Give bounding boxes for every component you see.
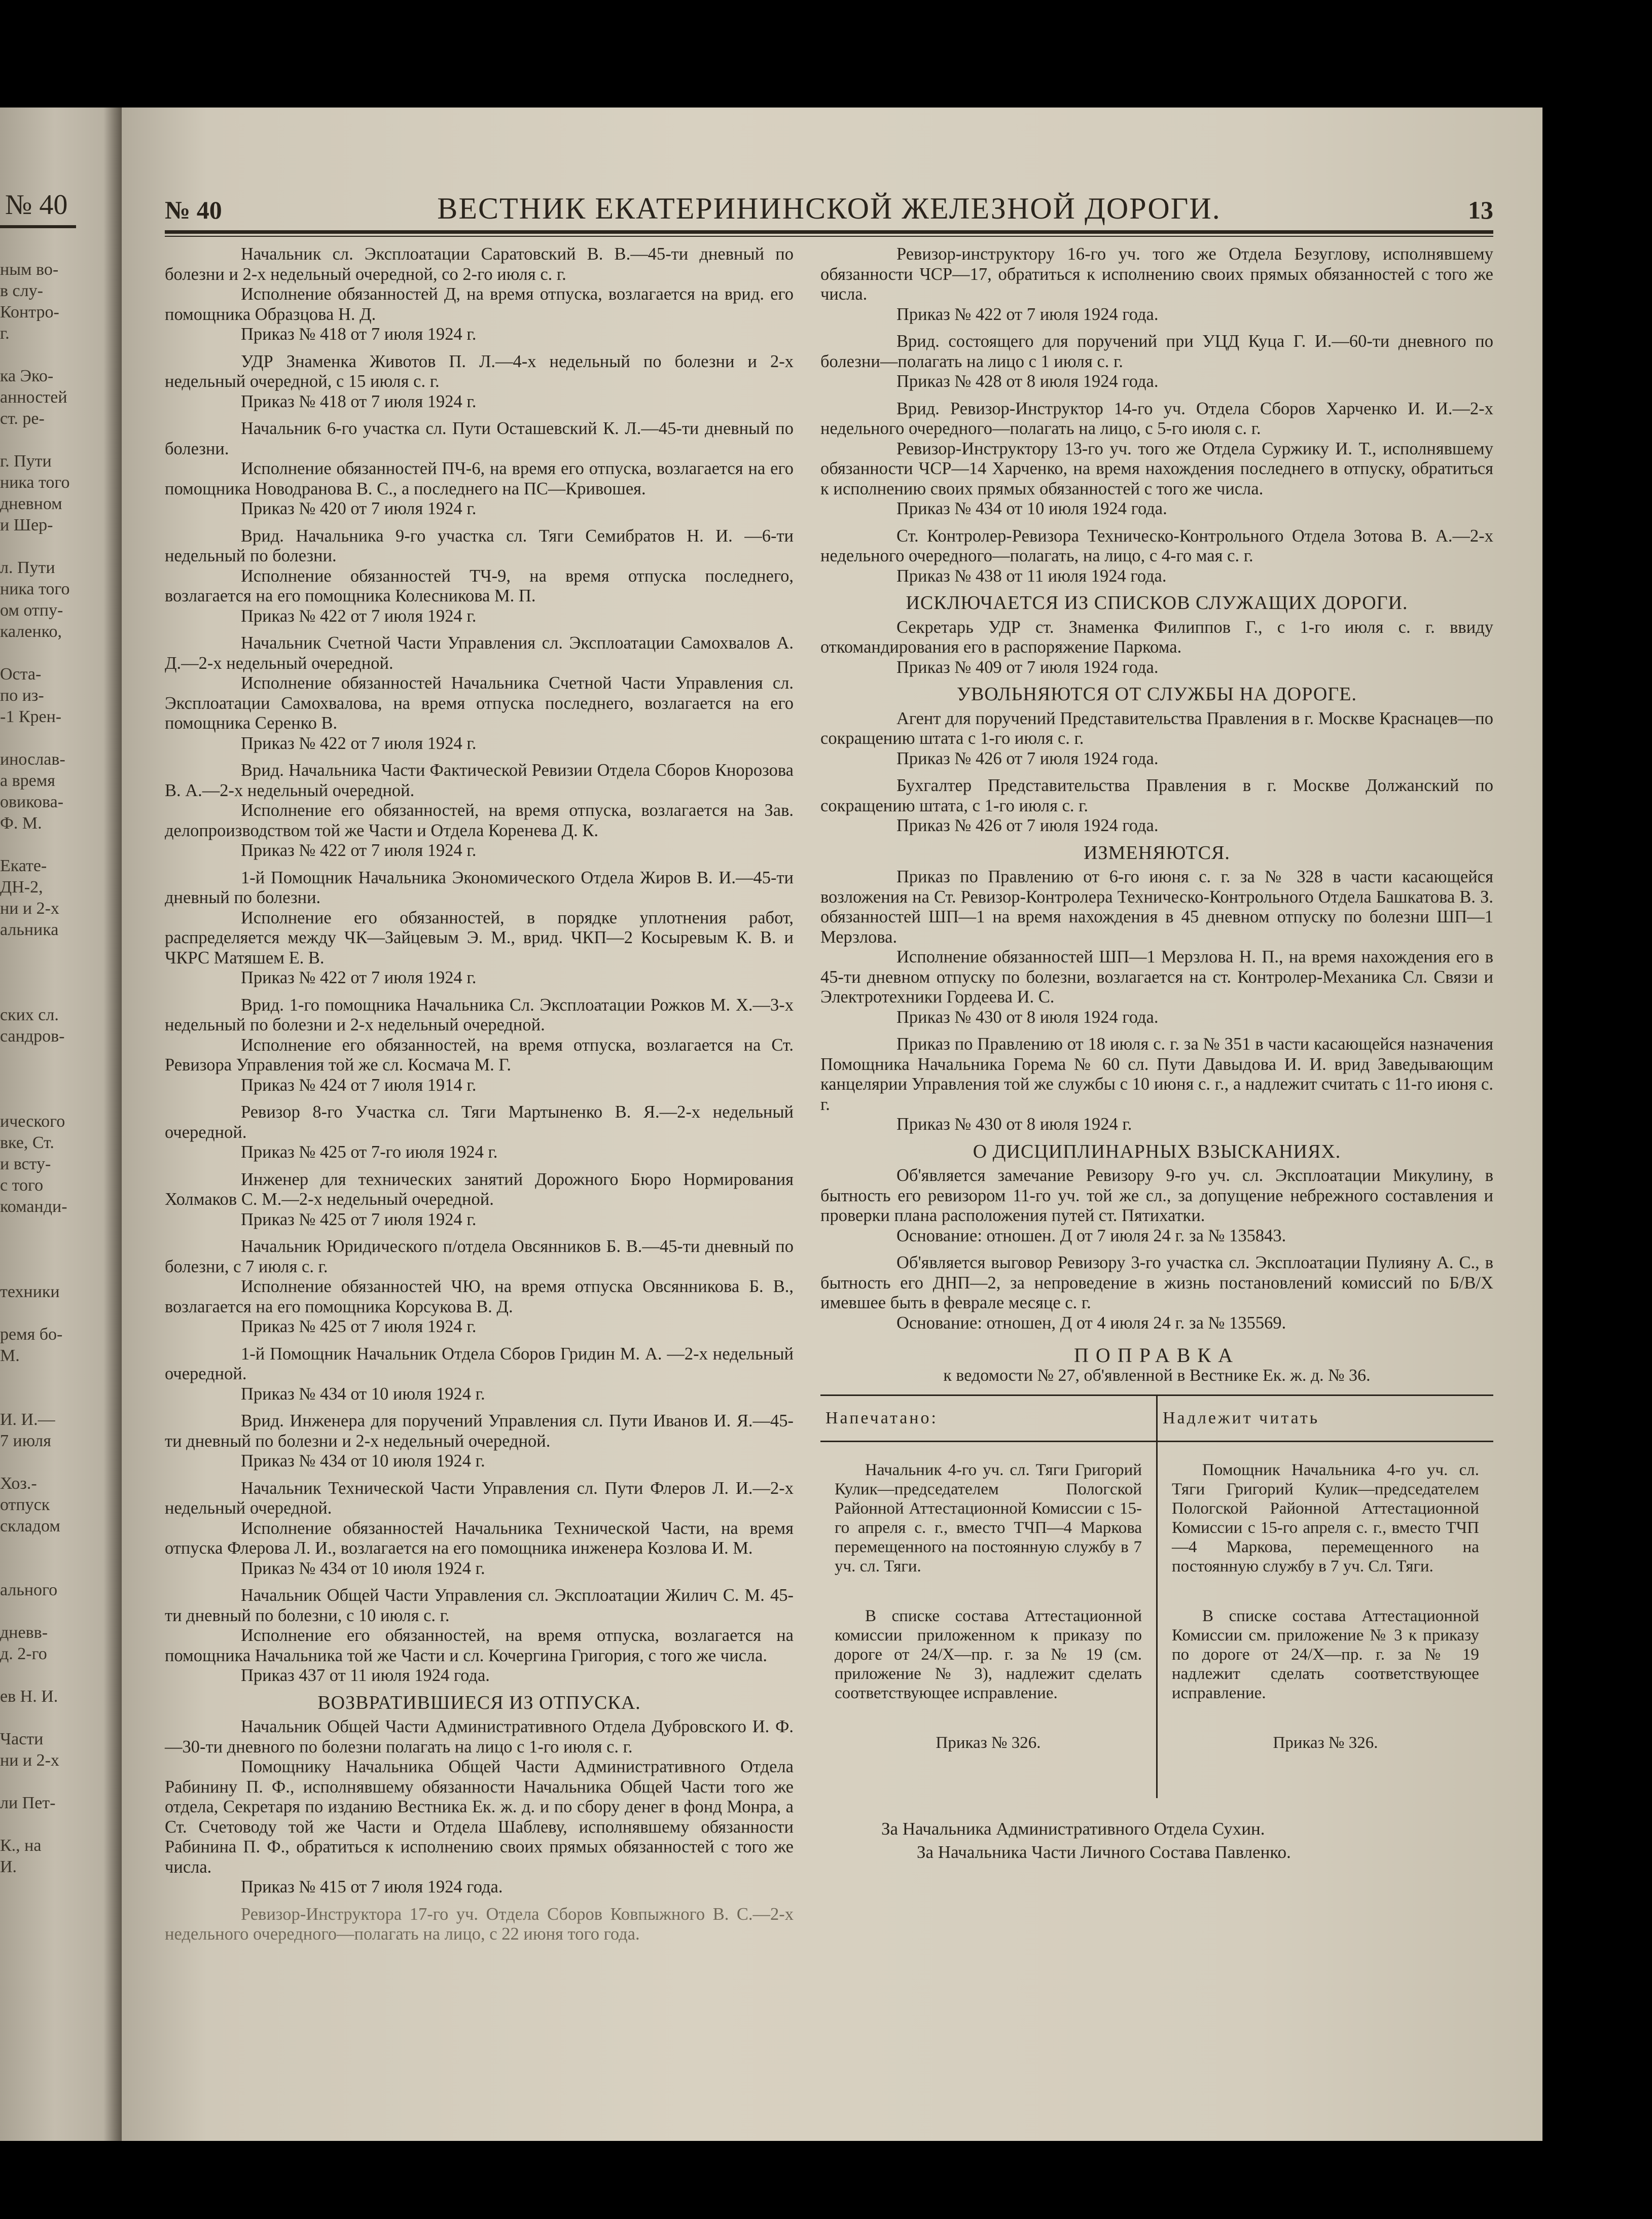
paragraph: Ст. Контролер-Ревизора Техническо-Контрольного Отдела Зотова В. А.—2-х недельного очередного—полагать, на лицо, с 4-го мая с. г. — [820, 526, 1493, 565]
paragraph: Об'является замечание Ревизору 9-го уч. сл. Эксплоатации Микулину, в бытность его ревизором 11-го уч. той же сл., за допущение небрежного составления и проверки плана расположения путей ст. Пятихатки. — [820, 1166, 1493, 1225]
adjacent-page-fragment: ка Эко- — [0, 367, 54, 385]
section-heading: ВОЗВРАТИВШИЕСЯ ИЗ ОТПУСКА. — [317, 1692, 641, 1713]
paragraph: Об'является выговор Ревизору 3-го участка сл. Эксплоатации Пулияну А. С., в бытность его ДНП—2, за непроведение в жизнь постановлений комиссий по Б/В/Х имевшее быть в феврале месяце с. г. — [820, 1253, 1493, 1312]
paragraph: Врид. Начальника 9-го участка сл. Тяги Семибратов Н. И. —6-ти недельный по болезни. — [165, 526, 794, 565]
cell-order: Приказ № 326. — [1273, 1733, 1378, 1752]
paragraph: Исполнение обязанностей ЧЮ, на время отпуска Овсянникова Б. В., возлагается на его помощника Корсукова В. Д. — [165, 1277, 794, 1316]
should-read-cell — [1157, 1441, 1494, 1798]
order-reference: Приказ № 438 от 11 июля 1924 года. — [896, 566, 1167, 586]
paragraph: Исполнение его обязанностей, в порядке уплотнения работ, распределяется между ЧК—Зайцевым Э. М., врид. ЧКП—2 Косыревым К. В. и ЧКРС Матяшем Е. В. — [165, 908, 794, 968]
order-reference: Приказ № 409 от 7 июля 1924 года. — [896, 657, 1159, 677]
paragraph: Приказ по Правлению от 18 июля с. г. за № 351 в части касающейся назначения Помощника Начальника Горема № 60 сл. Пути Давыдова И. И. врид Заведывающим канцелярии Управления той же службы с 10 июня с. г., а надлежит считать с 11-го июня с. г. — [820, 1034, 1493, 1114]
table-header-row — [820, 1395, 1493, 1442]
paragraph: 1-й Помощник Начальника Экономического Отдела Жиров В. И.—45-ти дневный по болезни. — [165, 868, 794, 907]
cell-paragraph: Помощник Начальника 4-го уч. сл. Тяги Григорий Кулик—председателем Пологской Районной Аттестационной Комиссии с 15-го апреля с. г., вместо ТЧП—4 Маркова, перемещенного на постоянную службу в 7 уч. Сл. Тяги. — [1172, 1460, 1479, 1576]
adjacent-page-fragment: ника того — [0, 580, 70, 598]
paragraph: УДР Знаменка Животов П. Л.—4-х недельный по болезни и 2-х недельный очередной, с 15 июля с. г. — [165, 351, 794, 391]
order-reference: Приказ № 434 от 10 июля 1924 г. — [241, 1558, 485, 1578]
scan-border — [0, 2141, 1652, 2219]
paragraph: Исполнение обязанностей ТЧ-9, на время отпуска последнего, возлагается на его помощника Колесникова М. П. — [165, 566, 794, 605]
order-reference: Приказ № 418 от 7 июля 1924 г. — [241, 391, 477, 411]
adjacent-page-fragment: команди- — [0, 1197, 67, 1216]
adjacent-page-fragment: а время — [0, 771, 55, 790]
paragraph: Исполнение обязанностей ПЧ-6, на время его отпуска, возлагается на его помощника Новодранова В. С., а последнего на ПС—Кривошея. — [165, 459, 794, 498]
paragraph: Начальник сл. Эксплоатации Саратовский В. В.—45-ти дневный по болезни и 2-х недельный очередной, со 2-го июля с. г. — [165, 244, 794, 284]
order-reference: Приказ № 434 от 10 июля 1924 года. — [896, 499, 1167, 518]
order-reference: Приказ № 426 от 7 июля 1924 года. — [896, 748, 1159, 768]
order-reference: Приказ № 430 от 8 июля 1924 года. — [896, 1007, 1159, 1027]
adjacent-page-fragment: и Шер- — [0, 516, 53, 534]
order-reference: Приказ № 434 от 10 июля 1924 г. — [241, 1451, 485, 1471]
adjacent-page-fragment: ев Н. И. — [0, 1687, 58, 1706]
cell-order: Приказ № 326. — [936, 1733, 1041, 1752]
section-heading: УВОЛЬНЯЮТСЯ ОТ СЛУЖБЫ НА ДОРОГЕ. — [957, 684, 1357, 705]
paragraph: Врид. состоящего для поручений при УЦД Куца Г. И.—60-ти дневного по болезни—полагать на лицо с 1 июля с. г. — [820, 332, 1493, 371]
header-rule-thin — [165, 236, 1493, 237]
newspaper-page — [122, 108, 1542, 2141]
section-heading: ИЗМЕНЯЮТСЯ. — [1084, 842, 1230, 864]
paragraph: Начальник Технической Части Управления сл. Пути Флеров Л. И.—2-х недельный очередной. — [165, 1478, 794, 1518]
adjacent-page-fragment: ального — [0, 1581, 58, 1599]
adjacent-page-fragment: Части — [0, 1730, 44, 1748]
cell-paragraph: Начальник 4-го уч. сл. Тяги Григорий Кулик—председателем Пологской Районной Аттестационной Комиссии с 15-го апреля с. г., вместо ТЧП—4 Маркова перемещенного на постоянную службу в 7 уч. сл. Тяги. — [835, 1460, 1142, 1576]
order-reference: Основание: отношен. Д от 7 июля 24 г. за № 135843. — [896, 1226, 1286, 1245]
paragraph: Исполнение обязанностей ШП—1 Мерзлова Н. П., на время нахождения его в 45-ти дневном отпуску по болезни, возлагается на ст. Контролер-Механика Сл. Связи и Электротехники Гордеева И. С. — [820, 947, 1493, 1007]
order-reference: Приказ № 415 от 7 июля 1924 года. — [241, 1877, 503, 1896]
paragraph: Врид. Ревизор-Инструктор 14-го уч. Отдела Сборов Харченко И. И.—2-х недельного очередного—полагать на лицо, с 5-го июля с. г. — [820, 399, 1493, 438]
paragraph: Начальник Общей Части Административного Отдела Дубровского И. Ф.—30-ти дневного по болезни полагать на лицо с 1-го июля с. г. — [165, 1717, 794, 1757]
paragraph: Врид. Инженера для поручений Управления сл. Пути Иванов И. Я.—45-ти дневный по болезни и 2-х недельный очередной. — [165, 1411, 794, 1451]
adjacent-page-fragment: ического — [0, 1112, 65, 1131]
adjacent-page-fragment: ника того — [0, 473, 70, 492]
paragraph: Ревизор-Инструктора 17-го уч. Отдела Сборов Ковпыжного В. С.—2-х недельного очередного—полагать на лицо, с 22 июня того года. — [165, 1904, 794, 1944]
adjacent-page-fragment: ни и 2-х — [0, 1751, 59, 1770]
cell-paragraph: В списке состава Аттестационной комиссии приложенном к приказу по дороге от 24/X—пр. г. за № 19 (см. приложение № 3), надлежит сделать соответствующее исправление. — [835, 1606, 1142, 1702]
adjacent-page-fragment: И. И.— — [0, 1410, 55, 1429]
order-reference: Приказ № 425 от 7 июля 1924 г. — [241, 1209, 477, 1229]
left-column — [165, 244, 794, 1945]
paragraph: Агент для поручений Представительства Правления в г. Москве Краснацев—по сокращению штата с 1-го июля с. г. — [820, 708, 1493, 748]
paragraph: Начальник Счетной Части Управления сл. Эксплоатации Самохвалов А. Д.—2-х недельный очередной. — [165, 633, 794, 673]
issue-number: № 40 — [165, 196, 222, 224]
paragraph: Помощнику Начальника Общей Части Административного Отдела Рабинину П. Ф., исполнявшему обязанности Начальника Общей Части того же отдела, Секретаря по изданию Вестника Ек. ж. д. и по сбору денег в фонд Монра, а Ст. Счетоводу той же Части и Отдела Шаблеву, исполнявшему обязанности Рабинина П. Ф., обратиться к исполнению своих прямых обязанностей с того же числа. — [165, 1757, 794, 1877]
section-heading: ИСКЛЮЧАЕТСЯ ИЗ СПИСКОВ СЛУЖАЩИХ ДОРОГИ. — [906, 592, 1408, 614]
publication-title: ВЕСТНИК ЕКАТЕРИНИНСКОЙ ЖЕЛЕЗНОЙ ДОРОГИ. — [437, 192, 1221, 225]
paragraph: 1-й Помощник Начальник Отдела Сборов Гридин М. А. —2-х недельный очередной. — [165, 1344, 794, 1383]
adjacent-page-fragment: инослав- — [0, 750, 65, 769]
column-header-should-read: Надлежит читать — [1157, 1395, 1494, 1442]
paragraph: Исполнение обязанностей Начальника Технической Части, на время отпуска Флерова Л. И., возлагается на его помощника инженера Козлова И. М. — [165, 1518, 794, 1558]
adjacent-page-fragment: И. — [0, 1857, 17, 1876]
paragraph: Ревизор-инструктору 16-го уч. того же Отдела Безуглову, исполнявшему обязанности ЧСР—17, обратиться к исполнению своих прямых обязанностей с того же числа. — [820, 244, 1493, 304]
correction-table — [820, 1394, 1493, 1798]
signatures — [820, 1817, 1493, 1864]
adjacent-page-fragment: анностей — [0, 388, 67, 407]
adjacent-page-fragment: ских сл. — [0, 1006, 59, 1024]
adjacent-page-fragment: ремя бо- — [0, 1325, 63, 1344]
adjacent-page-fragment: М. — [0, 1346, 20, 1365]
adjacent-page-rule — [0, 225, 76, 228]
adjacent-page-fragment: ни и 2-х — [0, 899, 59, 918]
paragraph: Врид. Начальника Части Фактической Ревизии Отдела Сборов Кнорозова В. А.—2-х недельный очередной. — [165, 761, 794, 800]
page-header — [165, 191, 1493, 232]
adjacent-page-edge — [0, 108, 122, 2141]
order-reference: Приказ № 426 от 7 июля 1924 года. — [896, 816, 1159, 835]
adjacent-page-fragment: с того — [0, 1176, 44, 1195]
adjacent-page-fragment: Ф. М. — [0, 814, 42, 833]
paragraph: Инженер для технических занятий Дорожного Бюро Нормирования Холмаков С. М.—2-х недельный очередной. — [165, 1169, 794, 1209]
order-reference: Приказ № 424 от 7 июля 1914 г. — [241, 1075, 477, 1095]
adjacent-page-fragment: ДН-2, — [0, 878, 43, 897]
adjacent-page-fragment: Контро- — [0, 303, 59, 321]
paragraph: Приказ по Правлению от 6-го июня с. г. за № 328 в части касающейся возложения на Ст. Ревизор-Контролера Техническо-Контрольного Отдела Башкатова В. З. обязанностей ШП—1 на время нахождения в 45 дневном отпуску по болезни ШП—1 Мерзлова. — [820, 867, 1493, 947]
adjacent-page-fragment: Хоз.- — [0, 1474, 37, 1493]
order-reference: Приказ № 422 от 7 июля 1924 г. — [241, 968, 477, 987]
paragraph: Ревизор 8-го Участка сл. Тяги Мартыненко В. Я.—2-х недельный очередной. — [165, 1102, 794, 1142]
adjacent-page-fragment: ли Пет- — [0, 1794, 56, 1812]
header-rule — [165, 230, 1493, 234]
paragraph: Исполнение обязанностей Д, на время отпуска, возлагается на врид. его помощника Образцова Н. Д. — [165, 284, 794, 324]
adjacent-page-number: № 40 — [5, 189, 68, 221]
order-reference: Приказ № 430 от 8 июля 1924 г. — [896, 1115, 1132, 1134]
order-reference: Приказ 437 от 11 июля 1924 года. — [241, 1666, 490, 1685]
paragraph: Бухгалтер Представительства Правления в г. Москве Должанский по сокращению штата, с 1-го июля с. г. — [820, 776, 1493, 815]
correction-title: ПОПРАВКА — [1074, 1344, 1240, 1367]
adjacent-page-fragment: д. 2-го — [0, 1644, 47, 1663]
order-reference: Приказ № 434 от 10 июля 1924 г. — [241, 1384, 485, 1404]
adjacent-page-fragment: ным во- — [0, 260, 59, 279]
adjacent-page-fragment: отпуск — [0, 1495, 50, 1514]
adjacent-page-fragment: Оста- — [0, 665, 42, 684]
adjacent-page-fragment: дневном — [0, 494, 62, 513]
printed-cell — [820, 1441, 1157, 1798]
paragraph: Исполнение его обязанностей, на время отпуска, возлагается на Зав. делопроизводством той же Части и Отдела Коренева Д. К. — [165, 801, 794, 840]
order-reference: Приказ № 425 от 7 июля 1924 г. — [241, 1317, 477, 1336]
table-row — [820, 1441, 1493, 1798]
right-column — [820, 244, 1493, 1864]
adjacent-page-fragment: К., на — [0, 1836, 42, 1855]
correction-subtitle: к ведомости № 27, об'явленной в Вестнике Ек. ж. д. № 36. — [943, 1366, 1371, 1385]
order-reference: Приказ № 428 от 8 июля 1924 года. — [896, 372, 1159, 391]
adjacent-page-fragment: г. Пути — [0, 452, 52, 471]
adjacent-page-fragment: в слу- — [0, 281, 43, 300]
adjacent-page-fragment: сандров- — [0, 1027, 65, 1046]
paragraph: Начальник Юридического п/отдела Овсянников Б. В.—45-ти дневный по болезни, с 7 июля с. г. — [165, 1237, 794, 1276]
adjacent-page-fragment: -1 Крен- — [0, 707, 62, 726]
signature-line: За Начальника Административного Отдела Сухин. — [881, 1818, 1265, 1839]
signature-line: За Начальника Части Личного Состава Павленко. — [917, 1842, 1291, 1862]
order-reference: Приказ № 422 от 7 июля 1924 года. — [896, 304, 1159, 324]
order-reference: Приказ № 422 от 7 июля 1924 г. — [241, 606, 477, 626]
adjacent-page-fragment: л. Пути — [0, 558, 55, 577]
paragraph: Исполнение его обязанностей, на время отпуска, возлагается на помощника Начальника той же Части и сл. Кочергина Григория, с того же числа. — [165, 1626, 794, 1665]
order-reference: Приказ № 418 от 7 июля 1924 г. — [241, 325, 477, 344]
paragraph: Ревизор-Инструктору 13-го уч. того же Отдела Суржику И. Т., исполнявшему обязанности ЧСР—14 Харченко, на время нахождения последнего в отпуску, обратиться к исполнению своих прямых обязанностей с того же числа. — [820, 439, 1493, 498]
order-reference: Приказ № 422 от 7 июля 1924 г. — [241, 841, 477, 860]
paragraph: Исполнение обязанностей Начальника Счетной Части Управления сл. Эксплоатации Самохвалова, на время отпуска последнего, возлагается на его помощника Серенко В. — [165, 673, 794, 733]
paragraph: Врид. 1-го помощника Начальника Сл. Эксплоатации Рожков М. Х.—3-х недельный по болезни и 2-х недельный очередной. — [165, 995, 794, 1034]
page-number: 13 — [1468, 196, 1493, 224]
adjacent-page-fragment: и всту- — [0, 1155, 51, 1173]
adjacent-page-fragment: г. — [0, 324, 10, 343]
adjacent-page-fragment: складом — [0, 1517, 60, 1535]
order-reference: Приказ № 425 от 7-го июля 1924 г. — [241, 1142, 498, 1162]
order-reference: Приказ № 422 от 7 июля 1924 г. — [241, 733, 477, 753]
cell-paragraph: В списке состава Аттестационной Комиссии см. приложение № 3 к приказу по дороге от 24/X—пр. г. за № 19 надлежит сделать соответствующее исправление. — [1172, 1606, 1479, 1702]
paragraph: Секретарь УДР ст. Знаменка Филиппов Г., с 1-го июля с. г. ввиду откомандирования его в распоряжение Паркома. — [820, 617, 1493, 657]
adjacent-page-fragment: дневв- — [0, 1623, 48, 1642]
adjacent-page-fragment: овикова- — [0, 793, 64, 811]
section-heading: О ДИСЦИПЛИНАРНЫХ ВЗЫСКАНИЯХ. — [973, 1140, 1341, 1162]
adjacent-page-fragment: ом отпу- — [0, 601, 63, 620]
order-reference: Приказ № 420 от 7 июля 1924 г. — [241, 499, 477, 518]
adjacent-page-fragment: каленко, — [0, 622, 62, 641]
paragraph: Начальник Общей Части Управления сл. Эксплоатации Жилич С. М. 45-ти дневный по болезни, с 10 июля с. г. — [165, 1586, 794, 1625]
paragraph: Начальник 6-го участка сл. Пути Осташевский К. Л.—45-ти дневный по болезни. — [165, 419, 794, 458]
column-header-printed: Напечатано: — [820, 1395, 1157, 1442]
adjacent-page-fragment: по из- — [0, 686, 44, 705]
adjacent-page-fragment: вке, Ст. — [0, 1133, 54, 1152]
adjacent-page-fragment: 7 июля — [0, 1431, 51, 1450]
paragraph: Исполнение его обязанностей, на время отпуска, возлагается на Ст. Ревизора Управления той же сл. Космача М. Г. — [165, 1035, 794, 1075]
adjacent-page-fragment: альника — [0, 920, 59, 939]
order-reference: Основание: отношен, Д от 4 июля 24 г. за № 135569. — [896, 1313, 1286, 1333]
adjacent-page-fragment: ст. ре- — [0, 409, 45, 428]
adjacent-page-fragment: Екате- — [0, 856, 47, 875]
adjacent-page-fragment: техники — [0, 1282, 60, 1301]
